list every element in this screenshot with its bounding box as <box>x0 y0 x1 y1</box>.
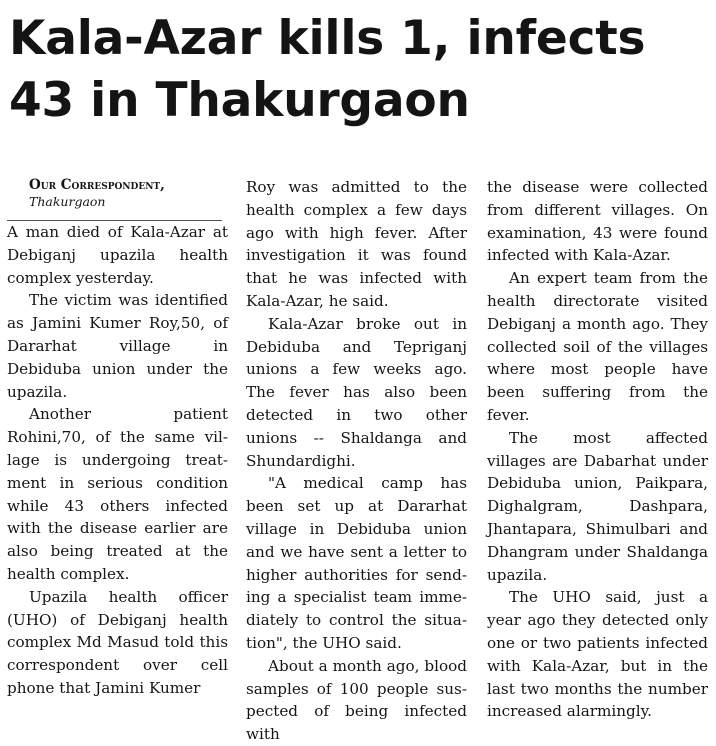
article-paragraph: Upazila health officer (UHO) of Debiganj health complex Md Masud told this correspondent over cell phone that Jamini Kumer <box>7 587 228 697</box>
article-paragraph: Another patient Rohini,70, of the same vil-lage is undergoing treat-ment in serious condition while 43 others infected with the disease earlier are also being treated at the health complex. <box>7 405 228 583</box>
article-paragraph: An expert team from the health directorate visited Debiganj a month ago. They collected soil of the villages where most people have been suffering from the fever. <box>487 269 708 424</box>
article-paragraph: The most affected villages are Dabarhat under Debiduba union, Paikpara, Dighalgram, Dashpara, Jhantapara, Shimulbari and Dhangram under Shaldanga upazila. <box>487 428 708 584</box>
article-paragraph: Kala-Azar broke out in Debiduba and Tepriganj unions a few weeks ago. The fever has also been detected in two other unions -- Shaldanga and Shundardighi. <box>246 314 467 470</box>
article-paragraph: Roy was admitted to the health complex a few days ago with high fever. After investigation it was found that he was infected with Kala-Azar, he said. <box>246 178 467 310</box>
article-paragraph: A man died of Kala-Azar at Debiganj upazila health complex yesterday. <box>7 223 228 287</box>
byline-author: Our Correspondent, <box>29 177 165 193</box>
byline-location: Thakurgaon <box>7 194 222 221</box>
article-paragraph: the disease were collected from different villages. On examination, 43 were found infected with Kala-Azar. <box>487 178 708 265</box>
article-paragraph: The UHO said, just a year ago they detected only one or two patients infected with Kala-Azar, but in the last two months the number increased alarmingly. <box>487 588 708 721</box>
article-paragraph: The victim was identified as Jamini Kumer Roy,50, of Dararhat village in Debiduba union under the upazila. <box>7 291 228 401</box>
article-paragraph: "A medical camp has been set up at Dararhat village in Debiduba union and we have sent a letter to higher authorities for send-ing a specialist team imme-diately to control the situa-tion", the UHO said. <box>246 474 467 652</box>
article-column-3 <box>487 176 708 723</box>
headline: Kala-Azar kills 1, infects 43 in Thakurgaon <box>9 11 646 128</box>
article-column-2 <box>246 176 467 746</box>
article-column-1 <box>7 176 228 700</box>
article-paragraph: About a month ago, blood samples of 100 people sus-pected of being infected with <box>246 656 467 744</box>
